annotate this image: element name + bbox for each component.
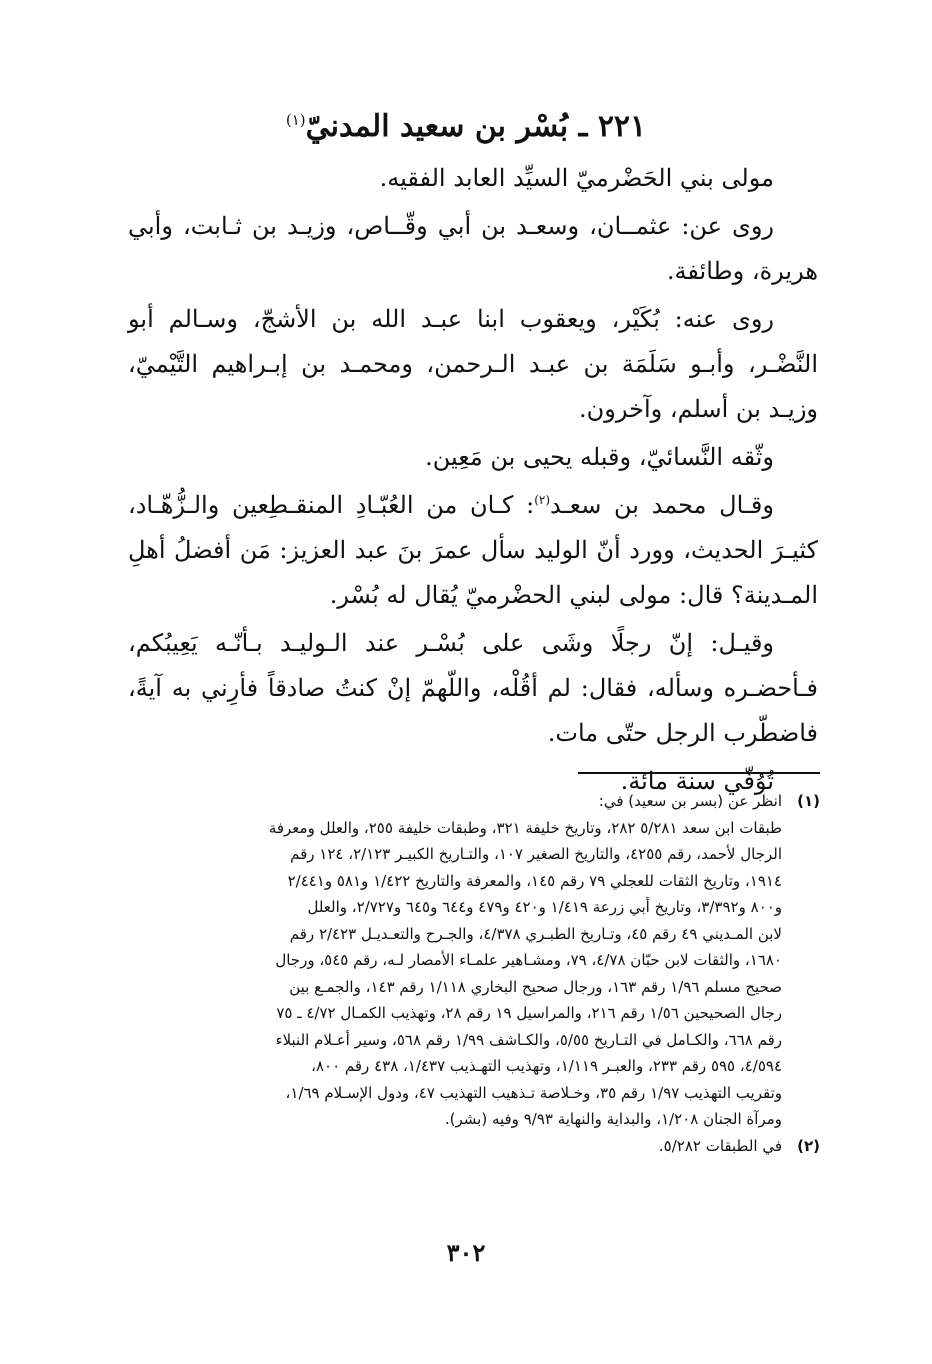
footnote-2: [128, 1133, 820, 1160]
footnote-line: رجال الصحيحين ١/٥٦ رقم ٢١٦، والمراسيل ١٩ رقم ٢٨، وتهذيب الكمـال ٤/٧٢ ـ ٧٥: [276, 1004, 782, 1022]
paragraph-narrated-by: روى عنه: بُكَيْر، ويعقوب ابنا عبـد الله بن الأشجّ، وسـالم أبو النَّضْـر، وأبـو سَلَمَة بن عبـد الـرحمن، ومحمـد بن إبـراهيم التَّيْميّ، وزيـد بن أسلم، وآخرون.: [128, 305, 818, 423]
footnote-line: رقم ٦٦٨، والكـامل في التـاريخ ٥/٥٥، والكـاشف ١/٩٩ رقم ٥٦٨، وسير أعـلام النبلاء: [275, 1030, 782, 1049]
entry-title-text: ٢٢١ ـ بُسْر بن سعيد المدنيّ: [305, 109, 647, 144]
footnote-line: وتقريب التهذيب ١/٩٧ رقم ٣٥، وخـلاصة تـذهيب التهذيب ٤٧، ودول الإسـلام ١/٦٩،: [285, 1083, 782, 1102]
footnote-line: في الطبقات ٥/٢٨٢.: [658, 1136, 782, 1155]
footnote-line: الرجال لأحمد، رقم ٤٢٥٥، والتاريخ الصغير ١٠٧، والتـاريخ الكبيـر ٢/١٢٣، ١٢٤ رقم: [290, 845, 782, 863]
entry-title: [0, 98, 932, 149]
paragraph-origin: مولى بني الحَضْرميّ السيِّد العابد الفقيه.: [379, 164, 774, 192]
page-number: ٣٠٢: [446, 1238, 486, 1267]
footnotes: [128, 788, 820, 1159]
paragraph-death: تُوُفّي سنة مائة.: [620, 767, 774, 795]
footnote-number: (٢): [797, 1136, 820, 1155]
entry-body: [128, 156, 818, 807]
footnote-line: ٤/٥٩٤، ٥٩٥ رقم ٢٣٣، والعبـر ١/١١٩، وتهذيب التهـذيب ١/٤٣٧، ٤٣٨ رقم ٨٠٠،: [311, 1057, 782, 1075]
paragraph-narrated-from: روى عن: عثمــان، وسعـد بن أبي وقّــاص، وزيـد بن ثـابت، وأبي هريرة، وطائفة.: [128, 212, 818, 285]
footnote-line: ومرآة الجنان ١/٢٠٨، والبداية والنهاية ٩/٩٣ وفيه (بشر).: [444, 1110, 782, 1128]
paragraph-story: وقيـل: إنّ رجلًا وشَى على بُسْـر عند الـوليـد بـأنّـه يَعِيبُكم، فـأحضـره وسأله، فقال: لم أقُلْه، واللّهمّ إنْ كنتُ صادقاً فأرِني به آيةً، فاضطّرب الرجل حتّى مات.: [128, 629, 818, 747]
paragraph-ibn-saad: [128, 483, 818, 618]
footnote-line: انظر عن (بسر بن سعيد) في:: [598, 792, 782, 810]
footnote-line: و٨٠٠ و٣/٣٩٢، وتاريخ أبي زرعة ١/٤١٩ و٤٢٠ و٤٧٩ و٦٤٤ و٦٤٥ و٢/٧٢٧، والعلل: [307, 898, 782, 916]
paragraph-ibn-saad-a: وقـال محمد بن سعـد: [550, 491, 774, 519]
paragraph-authentication: وثّقه النَّسائيّ، وقبله يحيى بن مَعِين.: [425, 443, 774, 471]
footnote-ref-1: (١): [285, 111, 306, 129]
footnote-1: [128, 788, 820, 1133]
paragraph-ibn-saad-b: : كـان من العُبّـادِ المنقـطِعين والـزُّهّـاد، كثيـرَ الحديث، وورد أنّ الوليد سأل عمرَ بنَ عبد العزيز: مَن أفضلُ أهلِ المـدينة؟ قال: مولى لبني الحضْرميّ يُقال له بُسْر.: [128, 491, 818, 609]
footnote-separator: [578, 772, 820, 774]
footnote-line: ١٦٨٠، والثقات لابن حبّان ٤/٧٨، ٧٩، ومشـاهير علمـاء الأمصار لـه، رقم ٥٤٥، ورجال: [275, 951, 782, 969]
footnote-line: طبقات ابن سعد ٥/٢٨١ ٢٨٢، وتاريخ خليفة ٣٢١، وطبقات خليفة ٢٥٥، والعلل ومعرفة: [268, 818, 782, 837]
footnote-line: ١٩١٤، وتاريخ الثقات للعجلي ٧٩ رقم ١٤٥، والمعرفة والتاريخ ١/٤٢٢ و٥٨١ و٢/٤٤١: [287, 871, 782, 890]
footnote-number: (١): [797, 792, 820, 810]
footnote-line: صحيح مسلم ١/٩٦ رقم ١٦٣، ورجال صحيح البخاري ١/١١٨ رقم ١٤٣، والجمـع بين: [289, 977, 782, 996]
footnote-line: لابن المـديني ٤٩ رقم ٤٥، وتـاريخ الطبـري ٤/٣٧٨، والجـرح والتعـديـل ٢/٤٢٣ رقم: [289, 924, 782, 943]
footnote-ref-2: (٢): [534, 493, 551, 507]
